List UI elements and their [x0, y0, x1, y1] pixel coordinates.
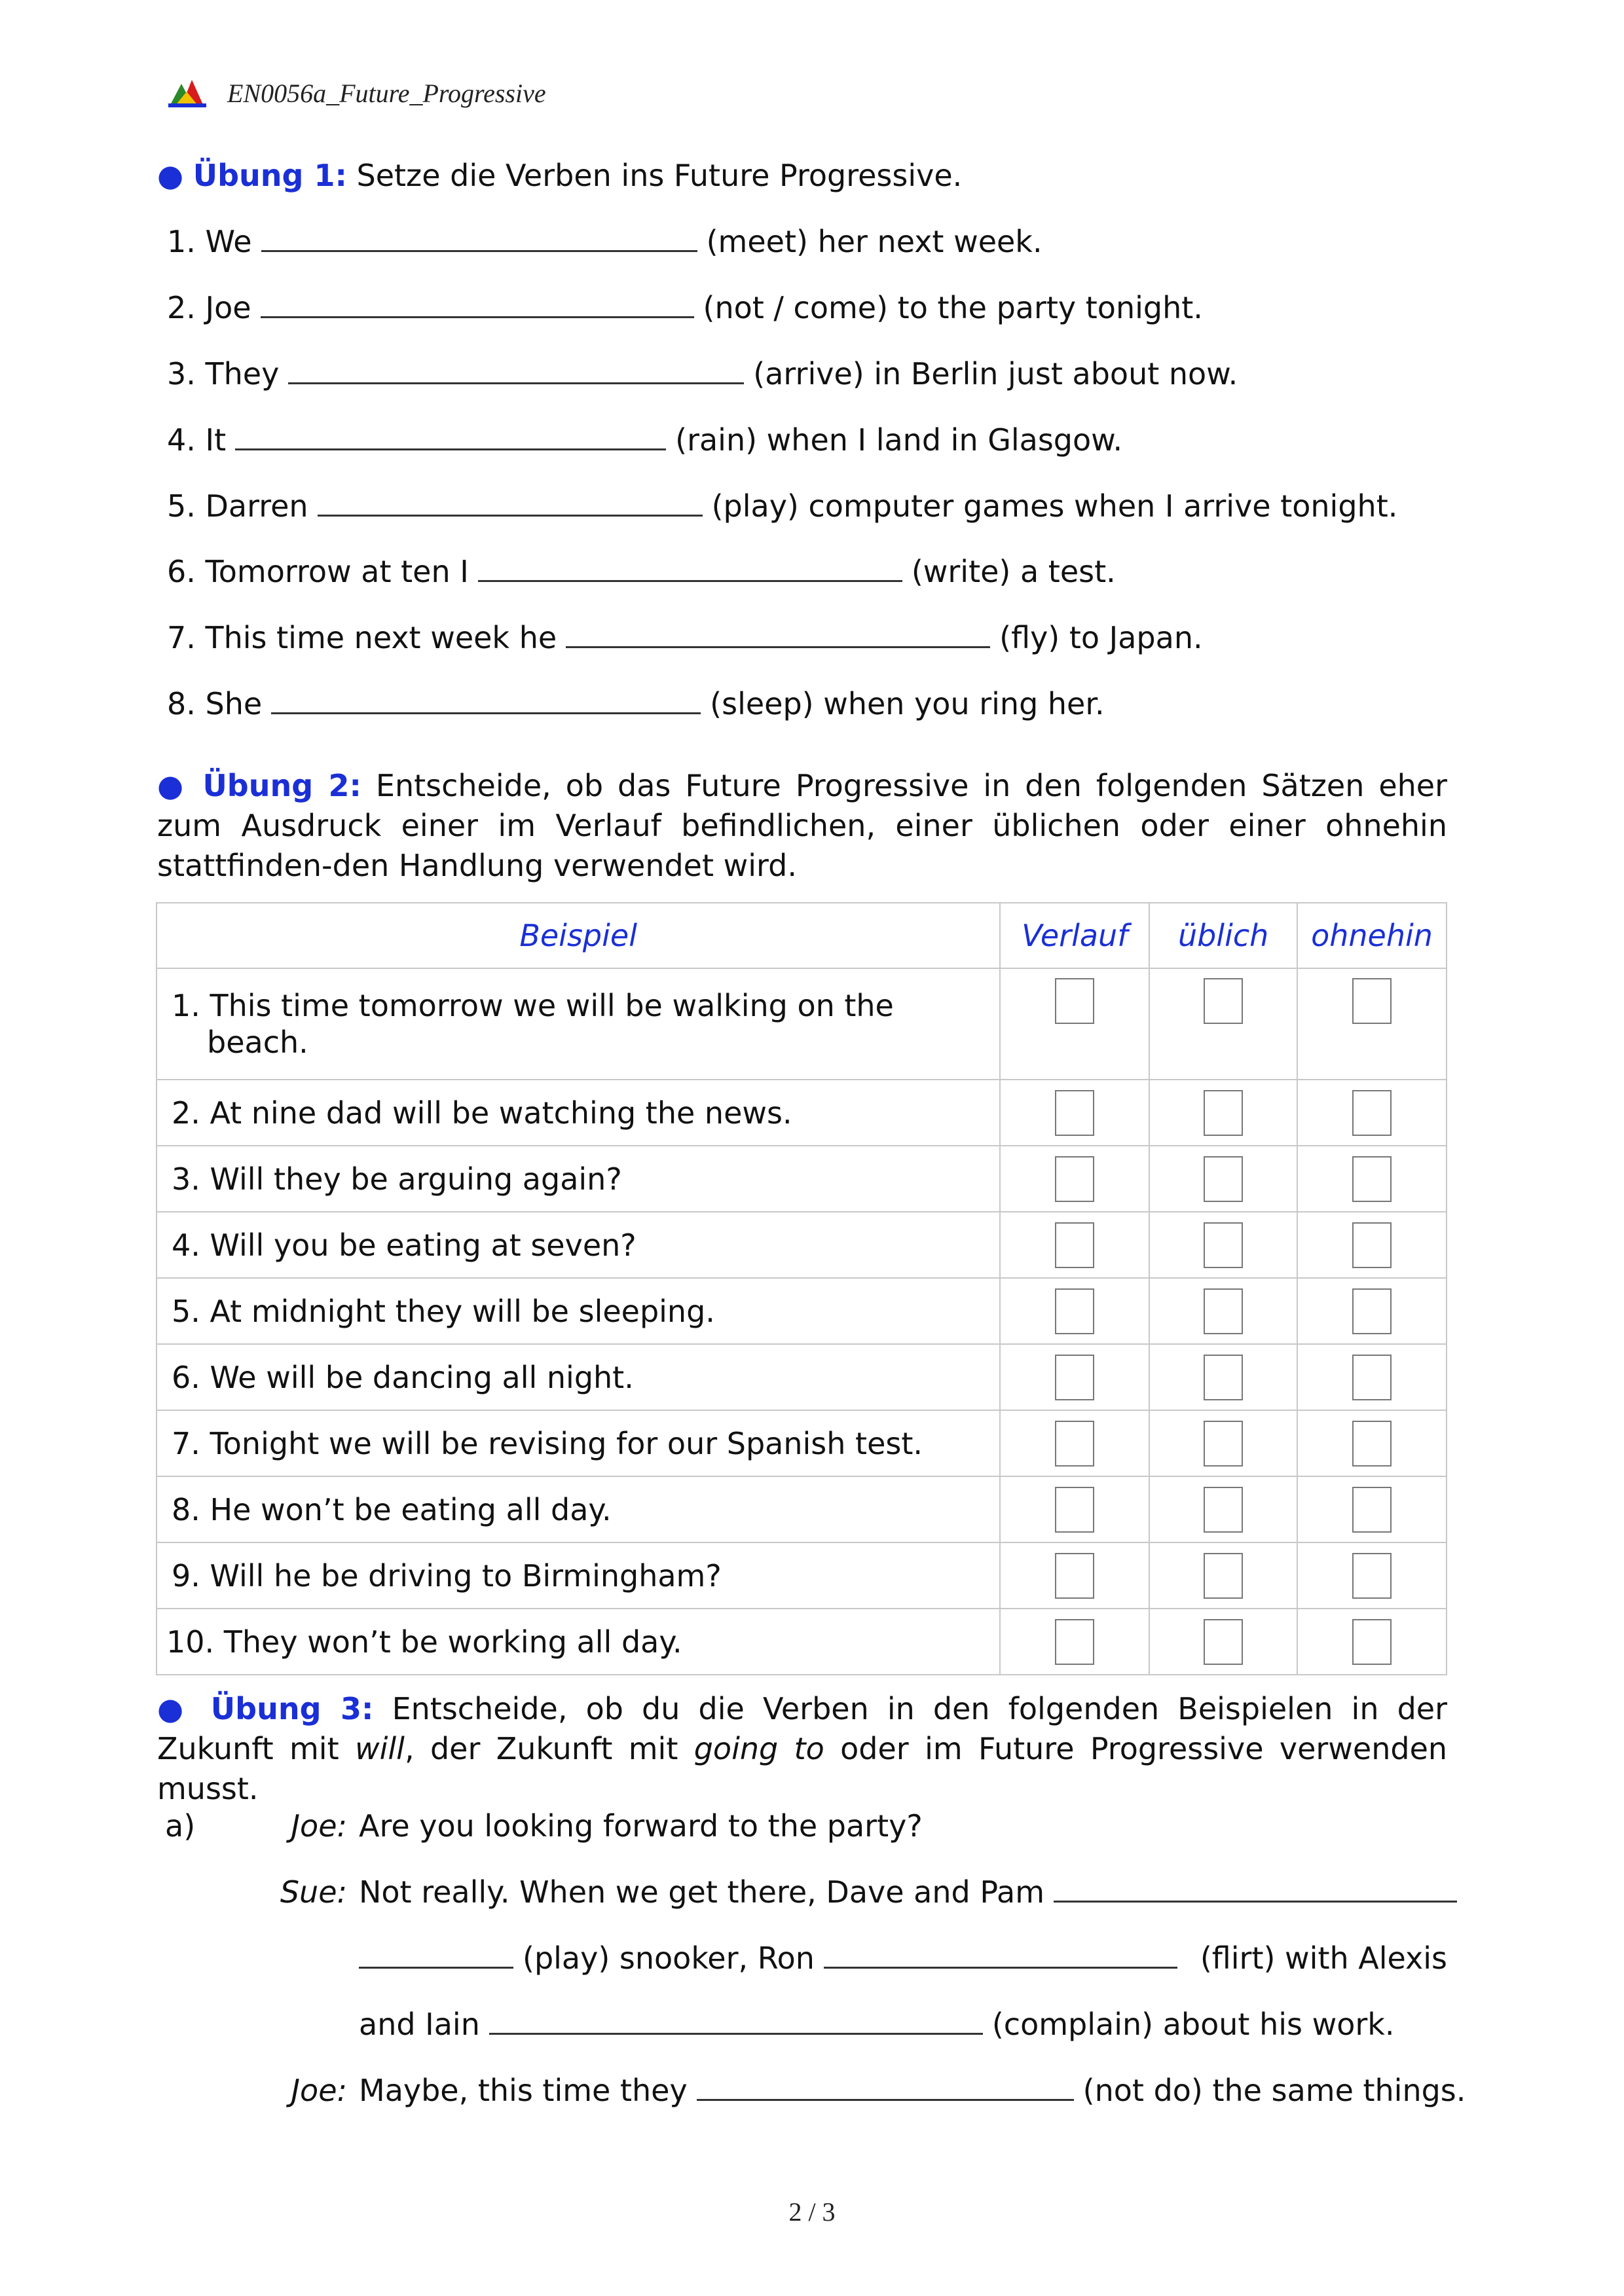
verlauf-checkbox[interactable] — [1055, 978, 1094, 1024]
verlauf-checkbox[interactable] — [1055, 1553, 1094, 1599]
exercise-3-label: Übung 3: — [210, 1691, 374, 1726]
exercise-1-item — [167, 422, 1122, 458]
item-text: (sleep) when you ring her. — [710, 686, 1105, 721]
ueblich-checkbox[interactable] — [1204, 1553, 1243, 1599]
dialogue-line — [268, 1874, 1466, 1910]
keyword-will: will — [355, 1731, 405, 1766]
ueblich-checkbox[interactable] — [1204, 1421, 1243, 1467]
verlauf-checkbox[interactable] — [1055, 1090, 1094, 1136]
ueblich-checkbox[interactable] — [1204, 1487, 1243, 1533]
bullet-icon: ● — [157, 1691, 193, 1726]
sentence-text: 2. At nine dad will be watching the news. — [172, 1095, 792, 1131]
sentence-text: 7. Tonight we will be revising for our Spanish test. — [172, 1425, 923, 1461]
dialogue-line — [359, 1941, 1447, 1976]
item-label-text: a) — [165, 1808, 196, 1844]
classification-table — [156, 902, 1447, 1675]
item-text: (play) computer games when I arrive tonight. — [711, 488, 1398, 524]
ohnehin-checkbox[interactable] — [1352, 1619, 1392, 1665]
item-text: 4. It — [167, 422, 227, 458]
exercise-3-title — [157, 1689, 1447, 1809]
exercise-1-item — [167, 290, 1203, 325]
answer-blank[interactable] — [1054, 1874, 1457, 1903]
item-text: (write) a test. — [911, 554, 1116, 589]
exercise-2-label: Übung 2: — [202, 768, 361, 803]
ueblich-checkbox[interactable] — [1204, 1288, 1243, 1334]
answer-blank[interactable] — [359, 1941, 513, 1969]
exercise-1-instruction: Setze die Verben ins Future Progressive. — [356, 158, 963, 193]
exercise-1-label: Übung 1: — [193, 158, 347, 193]
answer-blank[interactable] — [288, 356, 744, 384]
speaker-label: Sue: — [280, 1874, 347, 1910]
table-header-row — [157, 903, 1447, 968]
bullet-icon: ● — [157, 768, 189, 803]
page-header — [167, 73, 546, 113]
table-row — [157, 1476, 1447, 1542]
column-header-ueblich: üblich — [1149, 903, 1297, 968]
exercise-1-title — [157, 156, 1447, 196]
table-row — [157, 1146, 1447, 1212]
speaker-label: Joe: — [291, 2073, 347, 2108]
page-number: 2 / 3 — [788, 2197, 836, 2227]
exercise-1-item — [167, 356, 1238, 392]
dialogue-line — [359, 2007, 1395, 2042]
publisher-logo-icon — [167, 77, 209, 109]
dialogue-text: and Iain — [359, 2007, 480, 2042]
answer-blank[interactable] — [271, 686, 701, 714]
exercise-3-instruction: , der Zukunft mit — [404, 1731, 678, 1766]
exercise-1-item — [167, 620, 1203, 655]
table-row — [157, 1609, 1447, 1675]
ohnehin-checkbox[interactable] — [1352, 978, 1392, 1024]
ueblich-checkbox[interactable] — [1204, 1355, 1243, 1400]
document-id: EN0056a_Future_Progressive — [227, 78, 546, 108]
table-row — [157, 1212, 1447, 1278]
column-header-beispiel: Beispiel — [157, 903, 1000, 968]
item-text: (arrive) in Berlin just about now. — [753, 356, 1238, 392]
sentence-text: 9. Will he be driving to Birmingham? — [172, 1558, 722, 1594]
table-row — [157, 968, 1447, 1080]
sentence-text: 5. At midnight they will be sleeping. — [172, 1293, 715, 1329]
sentence-text: 4. Will you be eating at seven? — [172, 1227, 637, 1263]
dialogue-text: Are you looking forward to the party? — [359, 1808, 923, 1844]
ueblich-checkbox[interactable] — [1204, 1222, 1243, 1268]
item-label — [165, 1808, 195, 1844]
ueblich-checkbox[interactable] — [1204, 1090, 1243, 1136]
exercise-1-item — [167, 686, 1105, 721]
item-text: 3. They — [167, 356, 280, 392]
sentence-text: 6. We will be dancing all night. — [172, 1359, 634, 1395]
dialogue-text: (complain) about his work. — [991, 2007, 1395, 2042]
exercise-2-instruction: Entscheide, ob das Future Progressive in den folgenden Sätzen eher zum Ausdruck einer im Verlauf befindlichen, einer üblichen oder einer ohnehin stattfinden-den Handlung verwendet wird. — [157, 768, 1447, 883]
ueblich-checkbox[interactable] — [1204, 1619, 1243, 1665]
speaker-label: Joe: — [291, 1808, 347, 1844]
exercise-2-title — [157, 766, 1447, 886]
verlauf-checkbox[interactable] — [1055, 1619, 1094, 1665]
item-text: 2. Joe — [167, 290, 251, 325]
dialogue-text: (play) snooker, Ron — [523, 1941, 815, 1976]
sentence-text: 8. He won’t be eating all day. — [172, 1491, 612, 1527]
exercise-3-instruction: oder im Future Progressive verwenden musst. — [157, 1731, 1448, 1806]
sentence-text: 10. They won’t be working all day. — [166, 1624, 682, 1660]
answer-blank[interactable] — [318, 488, 703, 517]
sentence-text: 1. This time tomorrow we will be walking on the beach. — [172, 988, 894, 1060]
bullet-icon: ● — [157, 158, 184, 193]
ohnehin-checkbox[interactable] — [1352, 1288, 1392, 1334]
answer-blank[interactable] — [261, 224, 697, 252]
item-text: 1. We — [167, 224, 252, 259]
answer-blank[interactable] — [824, 1941, 1177, 1969]
table-row — [157, 1410, 1447, 1476]
exercise-1-item — [167, 224, 1043, 259]
dialogue-text: (not do) the same things. — [1082, 2073, 1466, 2108]
answer-blank[interactable] — [261, 290, 694, 318]
item-text: 8. She — [167, 686, 263, 721]
ohnehin-checkbox[interactable] — [1352, 1355, 1392, 1400]
answer-blank[interactable] — [478, 554, 902, 582]
verlauf-checkbox[interactable] — [1055, 1288, 1094, 1334]
keyword-going-to: going to — [693, 1731, 824, 1766]
exercise-3-instruction: Entscheide, ob du die Verben in den folgenden Beispielen in der Zukunft mit — [157, 1691, 1448, 1766]
answer-blank[interactable] — [697, 2073, 1074, 2101]
table-row — [157, 1278, 1447, 1344]
item-text: 5. Darren — [167, 488, 308, 524]
ueblich-checkbox[interactable] — [1204, 1156, 1243, 1202]
item-text: 6. Tomorrow at ten I — [167, 554, 469, 589]
answer-blank[interactable] — [235, 422, 666, 450]
column-header-verlauf: Verlauf — [1000, 903, 1149, 968]
ohnehin-checkbox[interactable] — [1352, 1487, 1392, 1533]
dialogue-text: (flirt) with Alexis — [1200, 1941, 1447, 1976]
column-header-ohnehin: ohnehin — [1297, 903, 1447, 968]
ohnehin-checkbox[interactable] — [1352, 1090, 1392, 1136]
table-row — [157, 1542, 1447, 1609]
verlauf-checkbox[interactable] — [1055, 1355, 1094, 1400]
ueblich-checkbox[interactable] — [1204, 978, 1243, 1024]
table-row — [157, 1344, 1447, 1410]
verlauf-checkbox[interactable] — [1055, 1222, 1094, 1268]
ohnehin-checkbox[interactable] — [1352, 1156, 1392, 1202]
item-text: (not / come) to the party tonight. — [703, 290, 1203, 325]
exercise-1-item — [167, 488, 1397, 524]
dialogue-text: Maybe, this time they — [359, 2073, 688, 2108]
ohnehin-checkbox[interactable] — [1352, 1222, 1392, 1268]
verlauf-checkbox[interactable] — [1055, 1487, 1094, 1533]
table-row — [157, 1080, 1447, 1146]
item-text: (fly) to Japan. — [999, 620, 1203, 655]
verlauf-checkbox[interactable] — [1055, 1421, 1094, 1467]
answer-blank[interactable] — [489, 2007, 983, 2035]
ohnehin-checkbox[interactable] — [1352, 1421, 1392, 1467]
item-text: (rain) when I land in Glasgow. — [675, 422, 1123, 458]
exercise-1-item — [167, 554, 1116, 589]
item-text: (meet) her next week. — [706, 224, 1043, 259]
dialogue-text: Not really. When we get there, Dave and Pam — [359, 1874, 1045, 1910]
verlauf-checkbox[interactable] — [1055, 1156, 1094, 1202]
dialogue-line — [268, 2073, 1466, 2108]
ohnehin-checkbox[interactable] — [1352, 1553, 1392, 1599]
sentence-text: 3. Will they be arguing again? — [172, 1161, 622, 1197]
dialogue-line — [268, 1808, 923, 1844]
item-text: 7. This time next week he — [167, 620, 557, 655]
answer-blank[interactable] — [566, 620, 990, 648]
